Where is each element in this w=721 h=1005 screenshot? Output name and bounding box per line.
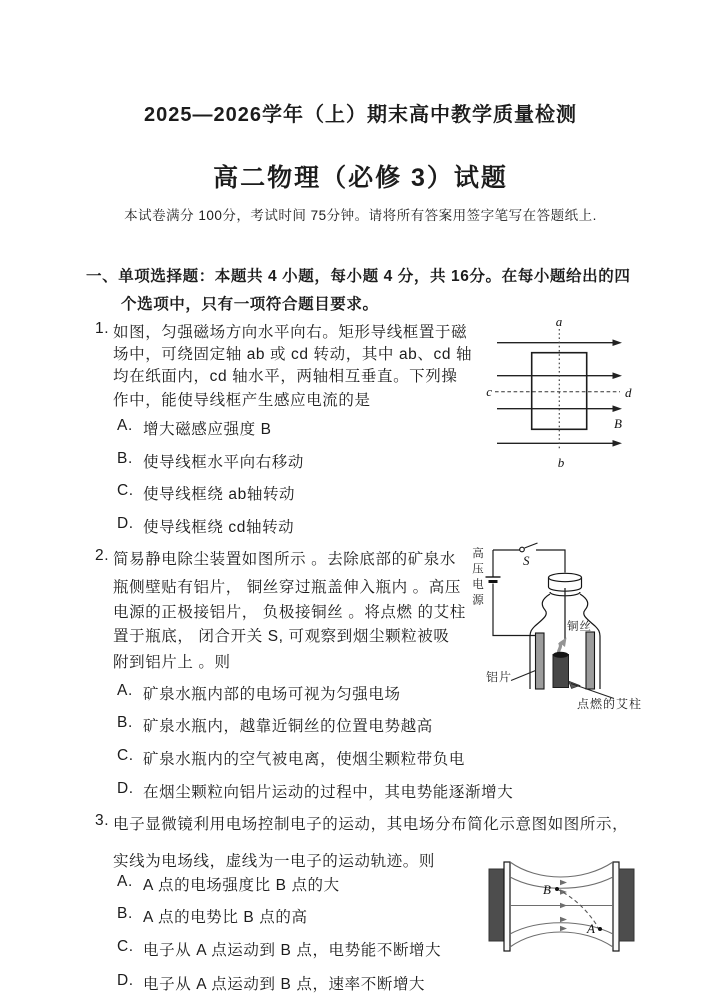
q2-option-d-label: D. (117, 780, 134, 797)
moxa-stick-label: 点燃的艾柱 (577, 697, 643, 711)
q1-option-b-text: 使导线框水平向右移动 (143, 454, 305, 471)
point-b-dot (555, 887, 559, 891)
electrode-plate-left (504, 862, 510, 951)
question-1-number: 1. (95, 320, 110, 337)
question-2-number: 2. (95, 547, 110, 564)
q1-option-a-text: 增大磁感应强度 B (143, 421, 272, 438)
figure-q3-electron-lens-field (483, 855, 653, 960)
electrode-block-left (489, 869, 504, 941)
power-supply-label: 高压电源 (471, 547, 483, 609)
point-a-label: A (587, 921, 595, 936)
q3-option-a-label: A. (117, 873, 133, 890)
foil-pointer-line (511, 671, 536, 681)
q3-option-c-text: 电子从 A 点运动到 B 点，电势能不断增大 (143, 942, 442, 959)
point-a-dot (598, 927, 602, 931)
question-2-line: 电源的正极接铝片， 负极接铜丝 。将点燃 的艾柱 (113, 604, 466, 621)
exam-note: 本试卷满分 100分，考试时间 75分钟。请将所有答案用签字笔写在答题纸上. (124, 208, 597, 223)
question-2-line: 瓶侧壁贴有铝片， 铜丝穿过瓶盖伸入瓶内 。高压 (113, 579, 461, 596)
q2-option-c-text: 矿泉水瓶内的空气被电离，使烟尘颗粒带负电 (143, 751, 466, 768)
q2-option-c-label: C. (117, 747, 134, 764)
point-b-label: B (543, 882, 551, 897)
q1-option-a-label: A. (117, 417, 133, 434)
q1-option-b-label: B. (117, 450, 133, 467)
aluminum-strip-right (586, 632, 595, 689)
aluminum-foil-label: 铝片 (486, 670, 513, 684)
figure-q1-magnetic-field-frame (483, 310, 643, 480)
exam-subtitle: 高二物理（必修 3）试题 (213, 164, 508, 192)
q1-option-d-text: 使导线框绕 cd轴转动 (143, 519, 295, 536)
switch-label: S (523, 553, 530, 568)
question-3-line: 电子显微镜利用电场控制电子的运动，其电场分布简化示意图如图所示， (113, 816, 629, 833)
figure-q2-dust-removal-device (468, 535, 648, 715)
aluminum-strip-left (536, 633, 545, 689)
q3-option-b-text: A 点的电势比 B 点的高 (143, 909, 308, 926)
q1-option-c-label: C. (117, 482, 134, 499)
q3-option-d-label: D. (117, 972, 134, 989)
axis-label-d: d (625, 385, 632, 400)
q1-option-d-label: D. (117, 515, 134, 532)
moxa-stick (553, 655, 569, 688)
section-heading-line-2: 个选项中，只有一项符合题目要求。 (121, 296, 379, 313)
electrode-plate-right (613, 862, 619, 951)
q2-option-d-text: 在烟尘颗粒向铝片运动的过程中，其电势能逐渐增大 (143, 784, 514, 801)
question-2-line: 附到铝片上 。则 (113, 654, 231, 671)
question-2-line: 简易静电除尘装置如图所示 。去除底部的矿泉水 (113, 551, 457, 568)
moxa-stick-top (553, 652, 568, 658)
axis-label-b: b (557, 455, 565, 470)
q3-option-d-text: 电子从 A 点运动到 B 点，速率不断增大 (143, 976, 426, 993)
exam-title: 2025—2026学年（上）期末高中教学质量检测 (144, 104, 577, 126)
q1-option-c-text: 使导线框绕 ab轴转动 (143, 486, 296, 503)
field-direction-arrowheads (560, 880, 567, 932)
q2-option-a-label: A. (117, 682, 133, 699)
q2-option-b-text: 矿泉水瓶内，越靠近铜丝的位置电势越高 (143, 718, 433, 735)
field-line-arrows (497, 343, 614, 444)
q2-option-a-text: 矿泉水瓶内部的电场可视为匀强电场 (143, 686, 401, 703)
question-1-line: 如图，匀强磁场方向水平向右。矩形导线框置于磁 (113, 324, 468, 341)
q3-option-b-label: B. (117, 905, 133, 922)
axis-label-a: a (555, 314, 563, 329)
question-3-number: 3. (95, 812, 110, 829)
q3-option-c-label: C. (117, 938, 134, 955)
switch-contact-icon (520, 547, 525, 552)
question-1-line: 均在纸面内，cd 轴水平，两轴相互垂直。下列操 (113, 368, 458, 385)
electrode-block-right (619, 869, 634, 941)
question-1-line: 场中，可绕固定轴 ab 或 cd 转动，其中 ab、cd 轴 (113, 346, 473, 363)
copper-wire-label: 铜丝 (567, 621, 592, 633)
section-heading-line-1: 一、单项选择题：本题共 4 小题，每小题 4 分，共 16分。在每小题给出的四 (86, 268, 631, 285)
q2-option-b-label: B. (117, 714, 133, 731)
axis-label-c: c (486, 384, 492, 399)
field-label-B: B (614, 416, 622, 431)
question-3-line: 实线为电场线，虚线为一电子的运动轨迹。则 (113, 853, 436, 870)
question-1-line: 作中，能使导线框产生感应电流的是 (113, 392, 371, 409)
q3-option-a-text: A 点的电场强度比 B 点的大 (143, 877, 340, 894)
question-2-line: 置于瓶底， 闭合开关 S, 可观察到烟尘颗粒被吸 (113, 628, 450, 645)
